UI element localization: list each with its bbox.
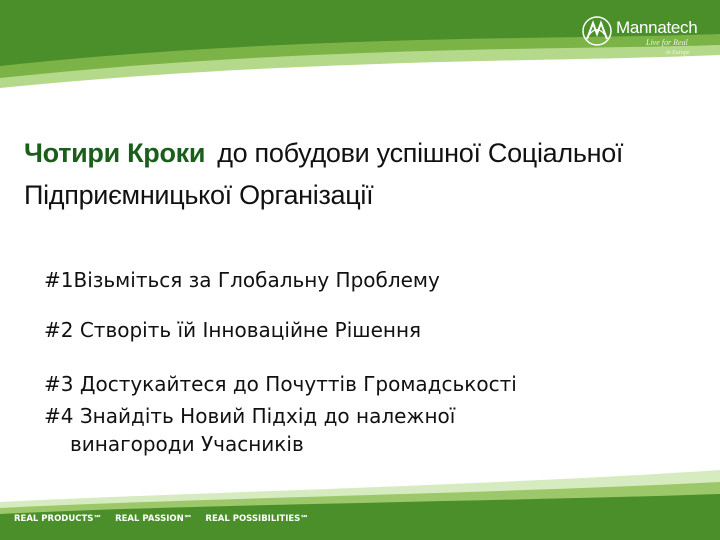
brand-region: in Europe	[666, 50, 690, 56]
footer-item: REAL PASSION℠	[115, 514, 193, 524]
step-4-continuation: винагороди Учасників	[70, 432, 304, 456]
step-3: #3 Достукайтеся до Почуттів Громадськості	[44, 372, 517, 396]
brand-name: Mannatech	[616, 18, 698, 37]
footer-swoosh	[0, 440, 720, 540]
footer-item: REAL POSSIBILITIES℠	[205, 514, 309, 524]
step-4-text: #4 Знайдіть Новий Підхід до належної	[44, 404, 456, 428]
slide-title-rest: до побудови успішної Соціальної Підприємницької Організації	[24, 138, 624, 210]
slide-title-lead: Чотири Кроки	[24, 138, 206, 168]
step-2: #2 Створіть їй Інноваційне Рішення	[44, 318, 422, 342]
footer-item: REAL PRODUCTS℠	[14, 514, 103, 524]
mannatech-emblem-icon	[580, 14, 614, 48]
footer-slogan	[14, 514, 319, 524]
mannatech-logo	[580, 8, 710, 60]
slide-title	[24, 132, 704, 216]
brand-tagline: Live for Real	[646, 38, 688, 47]
step-1: #1Візьміться за Глобальну Проблему	[44, 268, 440, 292]
